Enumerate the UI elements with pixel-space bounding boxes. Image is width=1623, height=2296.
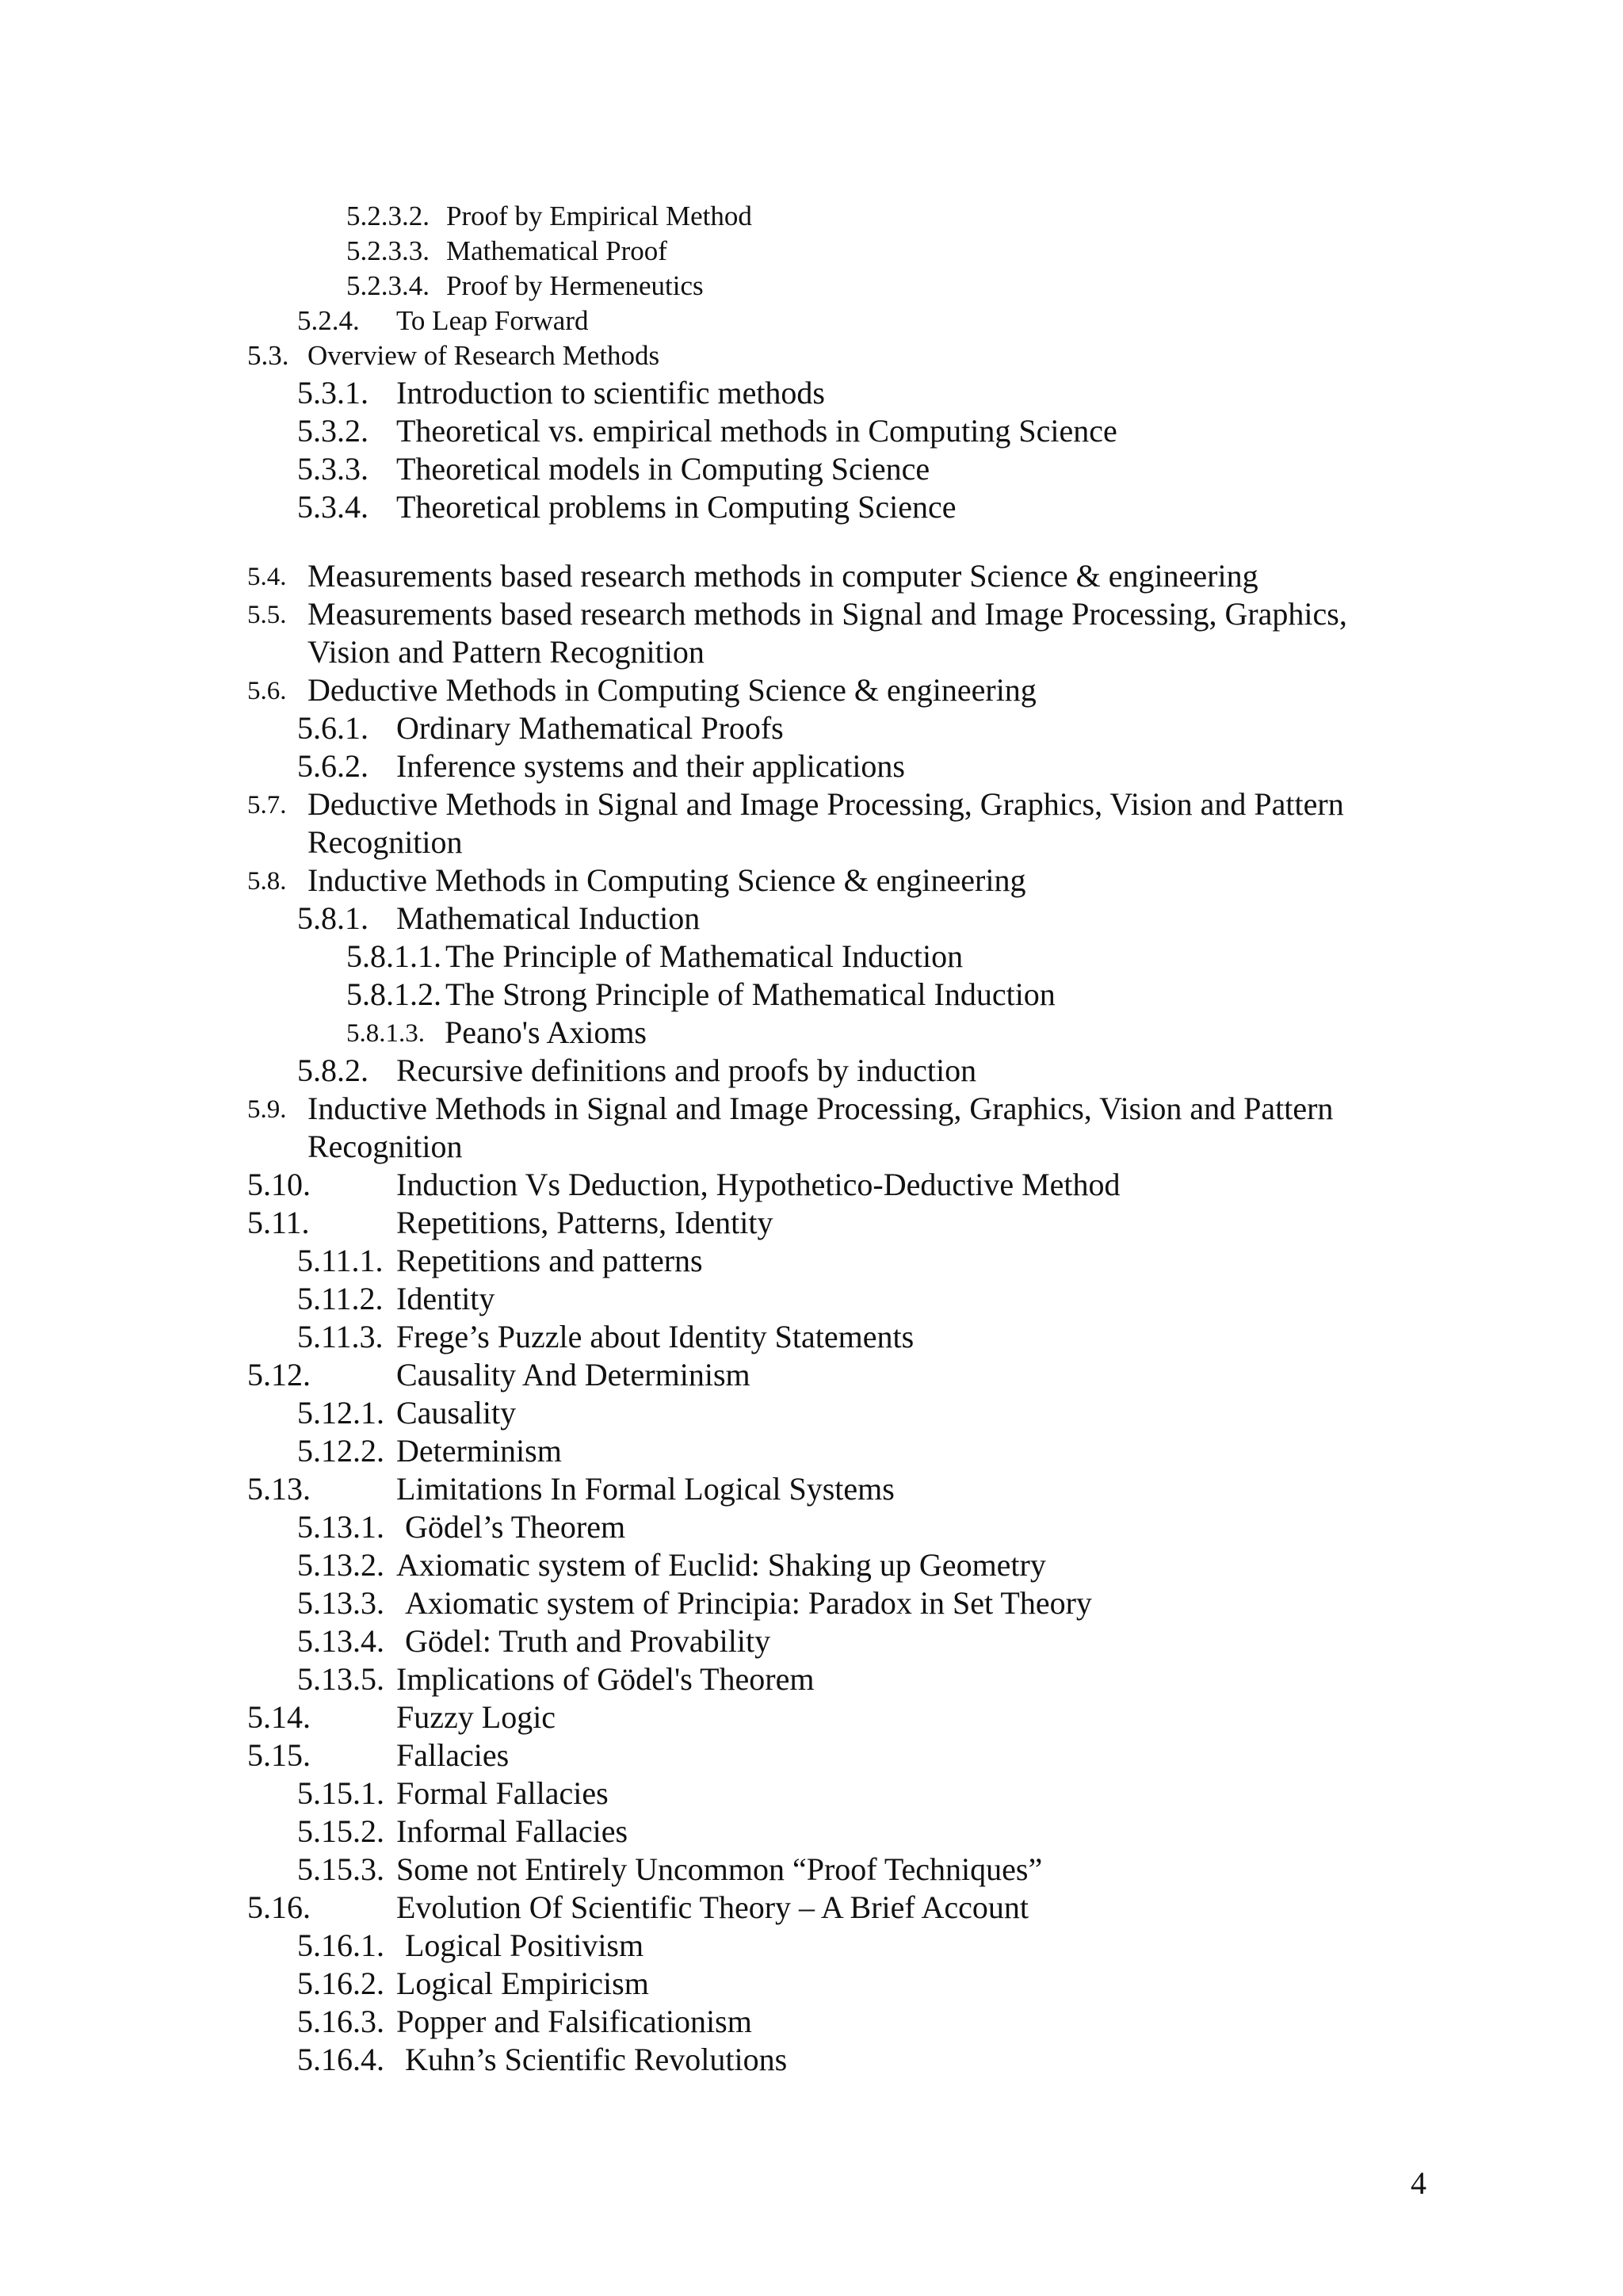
toc-entry-title: Theoretical models in Computing Science xyxy=(396,451,930,487)
toc-entry-number: 5.2.3.3. xyxy=(346,235,430,266)
toc-entry-title: Axiomatic system of Principia: Paradox in Set Theory xyxy=(405,1585,1092,1621)
toc-entry-number: 5.8.1. xyxy=(297,900,369,936)
toc-entry-title: Frege’s Puzzle about Identity Statements xyxy=(396,1319,915,1354)
toc-entry-title: Measurements based research methods in computer Science & engineering xyxy=(307,558,1258,594)
toc-entry-number: 5.11.2. xyxy=(297,1281,384,1316)
toc-entry-title: The Principle of Mathematical Induction xyxy=(445,938,964,974)
toc-entry-title: Gödel: Truth and Provability xyxy=(405,1623,771,1659)
toc-entry-number: 5.3.1. xyxy=(297,375,369,411)
toc-entry-number: 5.3. xyxy=(247,340,289,371)
toc-entry-number: 5.11.3. xyxy=(297,1319,384,1354)
toc-entry-title: Kuhn’s Scientific Revolutions xyxy=(405,2042,788,2077)
toc-entry-number: 5.12. xyxy=(247,1357,311,1392)
toc-entry-number: 5.12.2. xyxy=(297,1433,384,1469)
toc-entry-title: Fuzzy Logic xyxy=(396,1699,556,1735)
toc-entry-title: Formal Fallacies xyxy=(396,1775,609,1811)
toc-entry-title: The Strong Principle of Mathematical Induction xyxy=(445,976,1056,1012)
toc-entry-title: Gödel’s Theorem xyxy=(405,1509,626,1545)
toc-entry-number: 5.5. xyxy=(247,601,287,629)
toc-entry-number: 5.16.4. xyxy=(297,2042,384,2077)
toc-entry-number: 5.14. xyxy=(247,1699,311,1735)
toc-entry-number: 5.16.3. xyxy=(297,2004,384,2039)
toc-entry-number: 5.11. xyxy=(247,1205,310,1240)
toc-entry-title: Theoretical problems in Computing Science xyxy=(396,489,957,525)
toc-entry-number: 5.16.1. xyxy=(297,1927,384,1963)
toc-entry-title: Peano's Axioms xyxy=(445,1014,647,1050)
toc-entry-title: Repetitions, Patterns, Identity xyxy=(396,1205,773,1240)
toc-entry-title: Proof by Hermeneutics xyxy=(446,270,704,301)
toc-entry-number: 5.13. xyxy=(247,1471,311,1507)
toc-entry-number: 5.13.1. xyxy=(297,1509,384,1545)
toc-entry-number: 5.16.2. xyxy=(297,1966,384,2001)
toc-entry-title: Determinism xyxy=(396,1433,562,1469)
toc-entry-number: 5.6.1. xyxy=(297,710,369,746)
toc-entry-number: 5.3.3. xyxy=(297,451,369,487)
toc-entry-title: Repetitions and patterns xyxy=(396,1243,703,1278)
toc-entry-title: Measurements based research methods in Signal and Image Processing, Graphics, xyxy=(307,596,1347,632)
toc-entry-number: 5.16. xyxy=(247,1889,311,1925)
toc-entry-title: Fallacies xyxy=(396,1737,510,1773)
toc-entry-title: Logical Empiricism xyxy=(396,1966,649,2001)
toc-entry-title: Causality xyxy=(396,1395,517,1431)
toc-entry-title: Popper and Falsificationism xyxy=(396,2004,752,2039)
toc-entry-number: 5.3.4. xyxy=(297,489,369,525)
toc-entry-title: Some not Entirely Uncommon “Proof Techniques” xyxy=(396,1851,1043,1887)
toc-entry-title: Recognition xyxy=(307,1129,463,1164)
toc-entry-title: Logical Positivism xyxy=(405,1927,644,1963)
toc-entry-title: Limitations In Formal Logical Systems xyxy=(396,1471,895,1507)
toc-entry-number: 5.6. xyxy=(247,677,287,705)
toc-entry-number: 5.13.4. xyxy=(297,1623,384,1659)
toc-entry-number: 5.3.2. xyxy=(297,413,369,449)
toc-entry-title: Informal Fallacies xyxy=(396,1813,628,1849)
toc-entry-number: 5.8.2. xyxy=(297,1052,369,1088)
toc-entry-title: Induction Vs Deduction, Hypothetico-Deductive Method xyxy=(396,1167,1121,1202)
toc-entry-title: Recursive definitions and proofs by induction xyxy=(396,1052,977,1088)
toc-entry-title: To Leap Forward xyxy=(396,305,589,336)
toc-entry-title: Mathematical Induction xyxy=(396,900,701,936)
toc-entry-number: 5.10. xyxy=(247,1167,311,1202)
toc-entry-number: 5.8. xyxy=(247,867,287,896)
toc-entry-number: 5.13.2. xyxy=(297,1547,384,1583)
toc-entry-title: Identity xyxy=(396,1281,495,1316)
toc-entry-title: Theoretical vs. empirical methods in Computing Science xyxy=(396,413,1117,449)
toc-entry-title: Recognition xyxy=(307,824,463,860)
toc-entry-title: Introduction to scientific methods xyxy=(396,375,825,411)
toc-entry-title: Overview of Research Methods xyxy=(307,340,660,371)
toc-entry-title: Axiomatic system of Euclid: Shaking up Geometry xyxy=(396,1547,1046,1583)
toc-entry-number: 5.2.4. xyxy=(297,305,360,336)
toc-entry-number: 5.13.5. xyxy=(297,1661,384,1697)
toc-entry-number: 5.8.1.3. xyxy=(346,1019,425,1048)
toc-entry-number: 5.9. xyxy=(247,1095,287,1124)
toc-entry-title: Vision and Pattern Recognition xyxy=(307,634,705,670)
toc-entry-number: 5.15.2. xyxy=(297,1813,384,1849)
toc-entry-number: 5.12.1. xyxy=(297,1395,384,1431)
toc-entry-number: 5.13.3. xyxy=(297,1585,384,1621)
toc-entry-number: 5.7. xyxy=(247,791,287,819)
toc-entry-number: 5.8.1.1. xyxy=(346,938,441,974)
toc-entry-title: Proof by Empirical Method xyxy=(446,201,752,231)
toc-entry-number: 5.8.1.2. xyxy=(346,976,441,1012)
toc-entry-number: 5.15.1. xyxy=(297,1775,384,1811)
toc-entry-number: 5.4. xyxy=(247,563,287,591)
toc-entry-number: 5.2.3.4. xyxy=(346,270,430,301)
toc-entry-number: 5.15. xyxy=(247,1737,311,1773)
toc-entry-title: Evolution Of Scientific Theory – A Brief Account xyxy=(396,1889,1029,1925)
toc-entry-title: Deductive Methods in Computing Science & engineering xyxy=(307,672,1037,708)
toc-entry-number: 5.11.1. xyxy=(297,1243,384,1278)
toc-entry-title: Inference systems and their applications xyxy=(396,748,905,784)
toc-entry-number: 5.15.3. xyxy=(297,1851,384,1887)
toc-entry-title: Inductive Methods in Computing Science & engineering xyxy=(307,862,1026,898)
toc-entry-number: 5.2.3.2. xyxy=(346,201,430,231)
toc-entry-number: 5.6.2. xyxy=(297,748,369,784)
toc-entry-title: Deductive Methods in Signal and Image Processing, Graphics, Vision and Pattern xyxy=(307,786,1344,822)
page-number: 4 xyxy=(1411,2165,1426,2201)
toc-entry-title: Ordinary Mathematical Proofs xyxy=(396,710,784,746)
toc-entry-title: Mathematical Proof xyxy=(446,235,667,266)
toc-entry-title: Inductive Methods in Signal and Image Processing, Graphics, Vision and Pattern xyxy=(307,1091,1334,1126)
toc-entry-title: Causality And Determinism xyxy=(396,1357,750,1392)
toc-entry-title: Implications of Gödel's Theorem xyxy=(396,1661,815,1697)
